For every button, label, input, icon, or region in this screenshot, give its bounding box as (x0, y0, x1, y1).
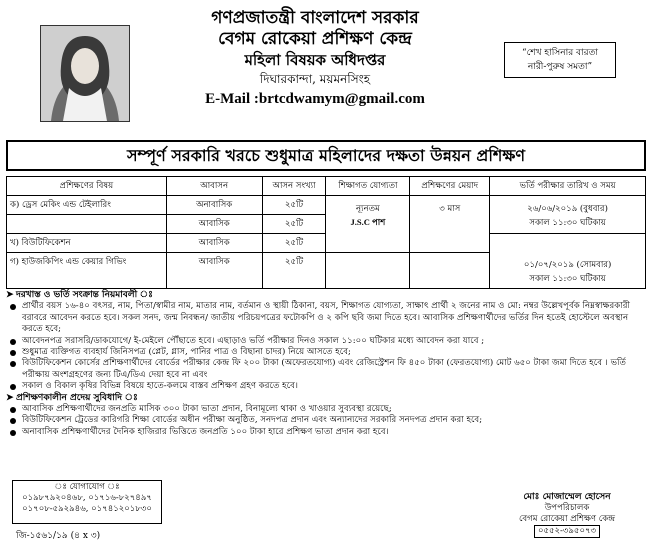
reference-number: জি-১৫৬১/১৯ (৪ x ৩) (16, 531, 101, 541)
slogan-line-2: নারী-পুরুষ সমতা” (527, 62, 593, 72)
admission-rules-heading (6, 290, 651, 301)
list-item (6, 301, 651, 335)
bullet-icon (10, 407, 16, 413)
course-seats: ২৫টি (262, 196, 326, 215)
office-header (150, 8, 480, 110)
list-item-text: বিউটিফিকেশন ট্রেডের কারিগরি শিক্ষা বোর্ডের অধীন পরীক্ষা অনুষ্ঠিত, সনদপত্র প্রদান এবং অন্যান্যদের সরকারি সনদপত্র প্রদান করা হবে; (22, 415, 483, 426)
list-item-text: আবেদনপত্র সরাসরি/ডাকযোগে/ ই-মেইলে পৌঁছাতে হবে। এছাড়াও ভর্তি পরীক্ষার দিনও সকাল ১১:০০ ঘটিকার মধ্যে আবেদন করা যাবে ; (22, 335, 485, 346)
list-item (6, 347, 651, 358)
bullet-icon (10, 350, 16, 356)
header-qualification: শিক্ষাগত যোগ্যতা (326, 177, 410, 196)
header-housing: আবাসন (166, 177, 262, 196)
bullet-icon (10, 304, 16, 310)
slogan-line-1: “শেখ হাসিনার বারতা (522, 48, 598, 58)
contact-phone-2: ০১৭০৮-৫৯২৯৪৬, ০১৭৪১২০১৮৩০ (22, 504, 152, 514)
header-exam-date: ভর্তি পরীক্ষার তারিখ ও সময় (490, 177, 646, 196)
course-subject: খ) বিউটিফিকেশন (7, 234, 167, 253)
list-item-text: আবাসিক প্রশিক্ষণার্থীদের জনপ্রতি মাসিক ৩০০ টাকা ভাতা প্রদান, বিনামূল্যে থাকা ও খাওয়ার সুব্যবস্থা রয়েছে; (22, 404, 392, 415)
course-subject: ক) ড্রেস মেকিং এন্ড টেইলারিং (7, 196, 167, 215)
list-item (6, 415, 651, 426)
header-seats: আসন সংখ্যা (262, 177, 326, 196)
course-housing: আবাসিক (166, 215, 262, 234)
signatory-phone: ০৫৫২-৩৯৫০৭৩ (534, 525, 600, 538)
admission-rules-title: দরখাস্ত ও ভর্তি সংক্রান্ত নিয়মাবলী ঃ (16, 290, 153, 300)
exam-1-time: সকাল ১১:৩০ ঘটিকায় (529, 218, 606, 228)
bullet-icon (10, 418, 16, 424)
list-item (6, 427, 651, 438)
arrow-icon: ➤ (6, 290, 14, 300)
empty-cell (410, 253, 490, 289)
list-item-text: বিউটিফিকেশন কোর্সের প্রশিক্ষণার্থীদের বোর্ডের পরীক্ষার কেন্দ্র ফি ২০০ টাকা (অফেরতযোগ্য) এবং রেজিস্ট্রেশন ফি ৪৫০ টাকা (ফেরতযোগ্য) মোট ৬৫০ টাকা জমা দিতে হবে । ভর্তি পরীক্ষায় অংশগ্রহণের জন্য টিএ/ডিএ দেয়া হবে না এবং (22, 358, 626, 380)
table-row (7, 196, 646, 215)
list-item (6, 358, 651, 381)
table-header-row (7, 177, 646, 196)
list-item-text: শুধুমাত্র ব্যক্তিগত ব্যবহার্য জিনিসপত্র (প্লেট, গ্লাস, পানির পাত্র ও বিছানা চাদর) নিয়ে আসতে হবে; (22, 347, 351, 358)
benefits-title: প্রশিক্ষণকালীন প্রদেয় সুবিধাদি ঃ (16, 392, 138, 403)
course-housing: অনাবাসিক (166, 196, 262, 215)
signatory-title: উপপরিচালক (544, 503, 590, 513)
office-email: E-Mail :brtcdwamym@gmail.com (205, 91, 425, 107)
course-seats: ২৫টি (262, 253, 326, 289)
empty-cell (326, 253, 410, 289)
qualification-line-1: ন্যূনতম (356, 204, 380, 214)
course-table (6, 176, 646, 289)
header-duration: প্রশিক্ষণের মেয়াদ (410, 177, 490, 196)
contact-title: ঃ যোগাযোগ ঃ (54, 482, 120, 492)
list-item-text: অনাবাসিক প্রশিক্ষণার্থীদের দৈনিক হাজিরার ভিত্তিতে জনপ্রতি ১০০ টাকা হারে প্রশিক্ষণ ভাতা প্রদান করা হবে। (22, 426, 389, 437)
list-item (6, 336, 651, 347)
government-name: গণপ্রজাতন্ত্রী বাংলাদেশ সরকার (211, 8, 419, 28)
bullet-icon (10, 339, 16, 345)
list-item-text: প্রার্থীর বয়স ১৬-৪০ বৎসর, নাম, পিতা/স্বামীর নাম, মাতার নাম, বর্তমান ও স্থায়ী ঠিকানা, বয়স, শিক্ষাগত যোগ্যতা, সাক্ষাৎ প্রার্থী ২ জনের নাম ও মো: নম্বর উল্লেখপূর্বক নিম্নস্বাক্ষরকারী বরাবরে আবেদন করতে হবে। সকল সনদ, জন্ম নিবন্ধন/ জাতীয় পরিচয়পত্রের ফটোকপি ও ২ কপি ছবি জমা দিতে হবে। আবাসিক প্রশিক্ষণার্থীদের ভর্তির দিন হতেই হোস্টেলে অবস্থান করতে হবে; (22, 301, 630, 335)
course-housing: আবাসিক (166, 253, 262, 289)
list-item (6, 404, 651, 415)
contact-phone-1: ০১৯৮৭৯২০৪৬৮, ০১৭১৬-৮২৭৪৯৭ (22, 493, 152, 503)
signatory-name: মোঃ মোজাম্মেল হোসেন (523, 492, 611, 502)
exam-1-date: ২৬/০৬/২০১৯ (বুধবার) (527, 204, 608, 214)
course-seats: ২৫টি (262, 234, 326, 253)
contact-box (12, 480, 162, 524)
qualification-cell (326, 196, 410, 253)
signature-block (492, 492, 642, 538)
qualification-line-2: J.S.C পাশ (350, 217, 386, 227)
course-housing: আবাসিক (166, 234, 262, 253)
exam-2-date: ০১/০৭/২০১৯ (সোমবার) (523, 260, 612, 270)
portrait-illustration (41, 26, 129, 121)
portrait-photo (40, 25, 130, 122)
list-item-text: সকাল ও বিকাল কৃষির বিভিন্ন বিষয়ে হাতে-কলমে বাস্তব প্রশিক্ষণ গ্রহণ করতে হবে। (22, 381, 298, 392)
course-subject (7, 215, 167, 234)
course-subject: গ) হাউজকিপিং এন্ড কেয়ার গিভিং (7, 253, 167, 289)
exam-2-time: সকাল ১১:৩০ ঘটিকায় (529, 274, 606, 284)
exam-2-cell (490, 234, 646, 289)
signatory-org: বেগম রোকেয়া প্রশিক্ষণ কেন্দ্র (518, 514, 616, 524)
slogan-box (504, 42, 616, 78)
benefits-heading (6, 393, 651, 404)
duration-cell: ৩ মাস (410, 196, 490, 253)
course-seats: ২৫টি (262, 215, 326, 234)
centre-name: বেগম রোকেয়া প্রশিক্ষণ কেন্দ্র (218, 29, 412, 49)
department-name: মহিলা বিষয়ক অধিদপ্তর (244, 51, 386, 69)
arrow-icon: ➤ (6, 392, 14, 403)
bullet-icon (10, 384, 16, 390)
exam-1-cell (490, 196, 646, 234)
bullet-icon (10, 430, 16, 436)
bullet-icon (10, 361, 16, 367)
header-subject: প্রশিক্ষণের বিষয় (7, 177, 167, 196)
list-item (6, 381, 651, 392)
headline-banner: সম্পূর্ণ সরকারি খরচে শুধুমাত্র মহিলাদের দক্ষতা উন্নয়ন প্রশিক্ষণ (6, 140, 646, 171)
office-address: দিঘারকান্দা, ময়মনসিংহ (259, 72, 371, 86)
rules-section (6, 290, 651, 438)
